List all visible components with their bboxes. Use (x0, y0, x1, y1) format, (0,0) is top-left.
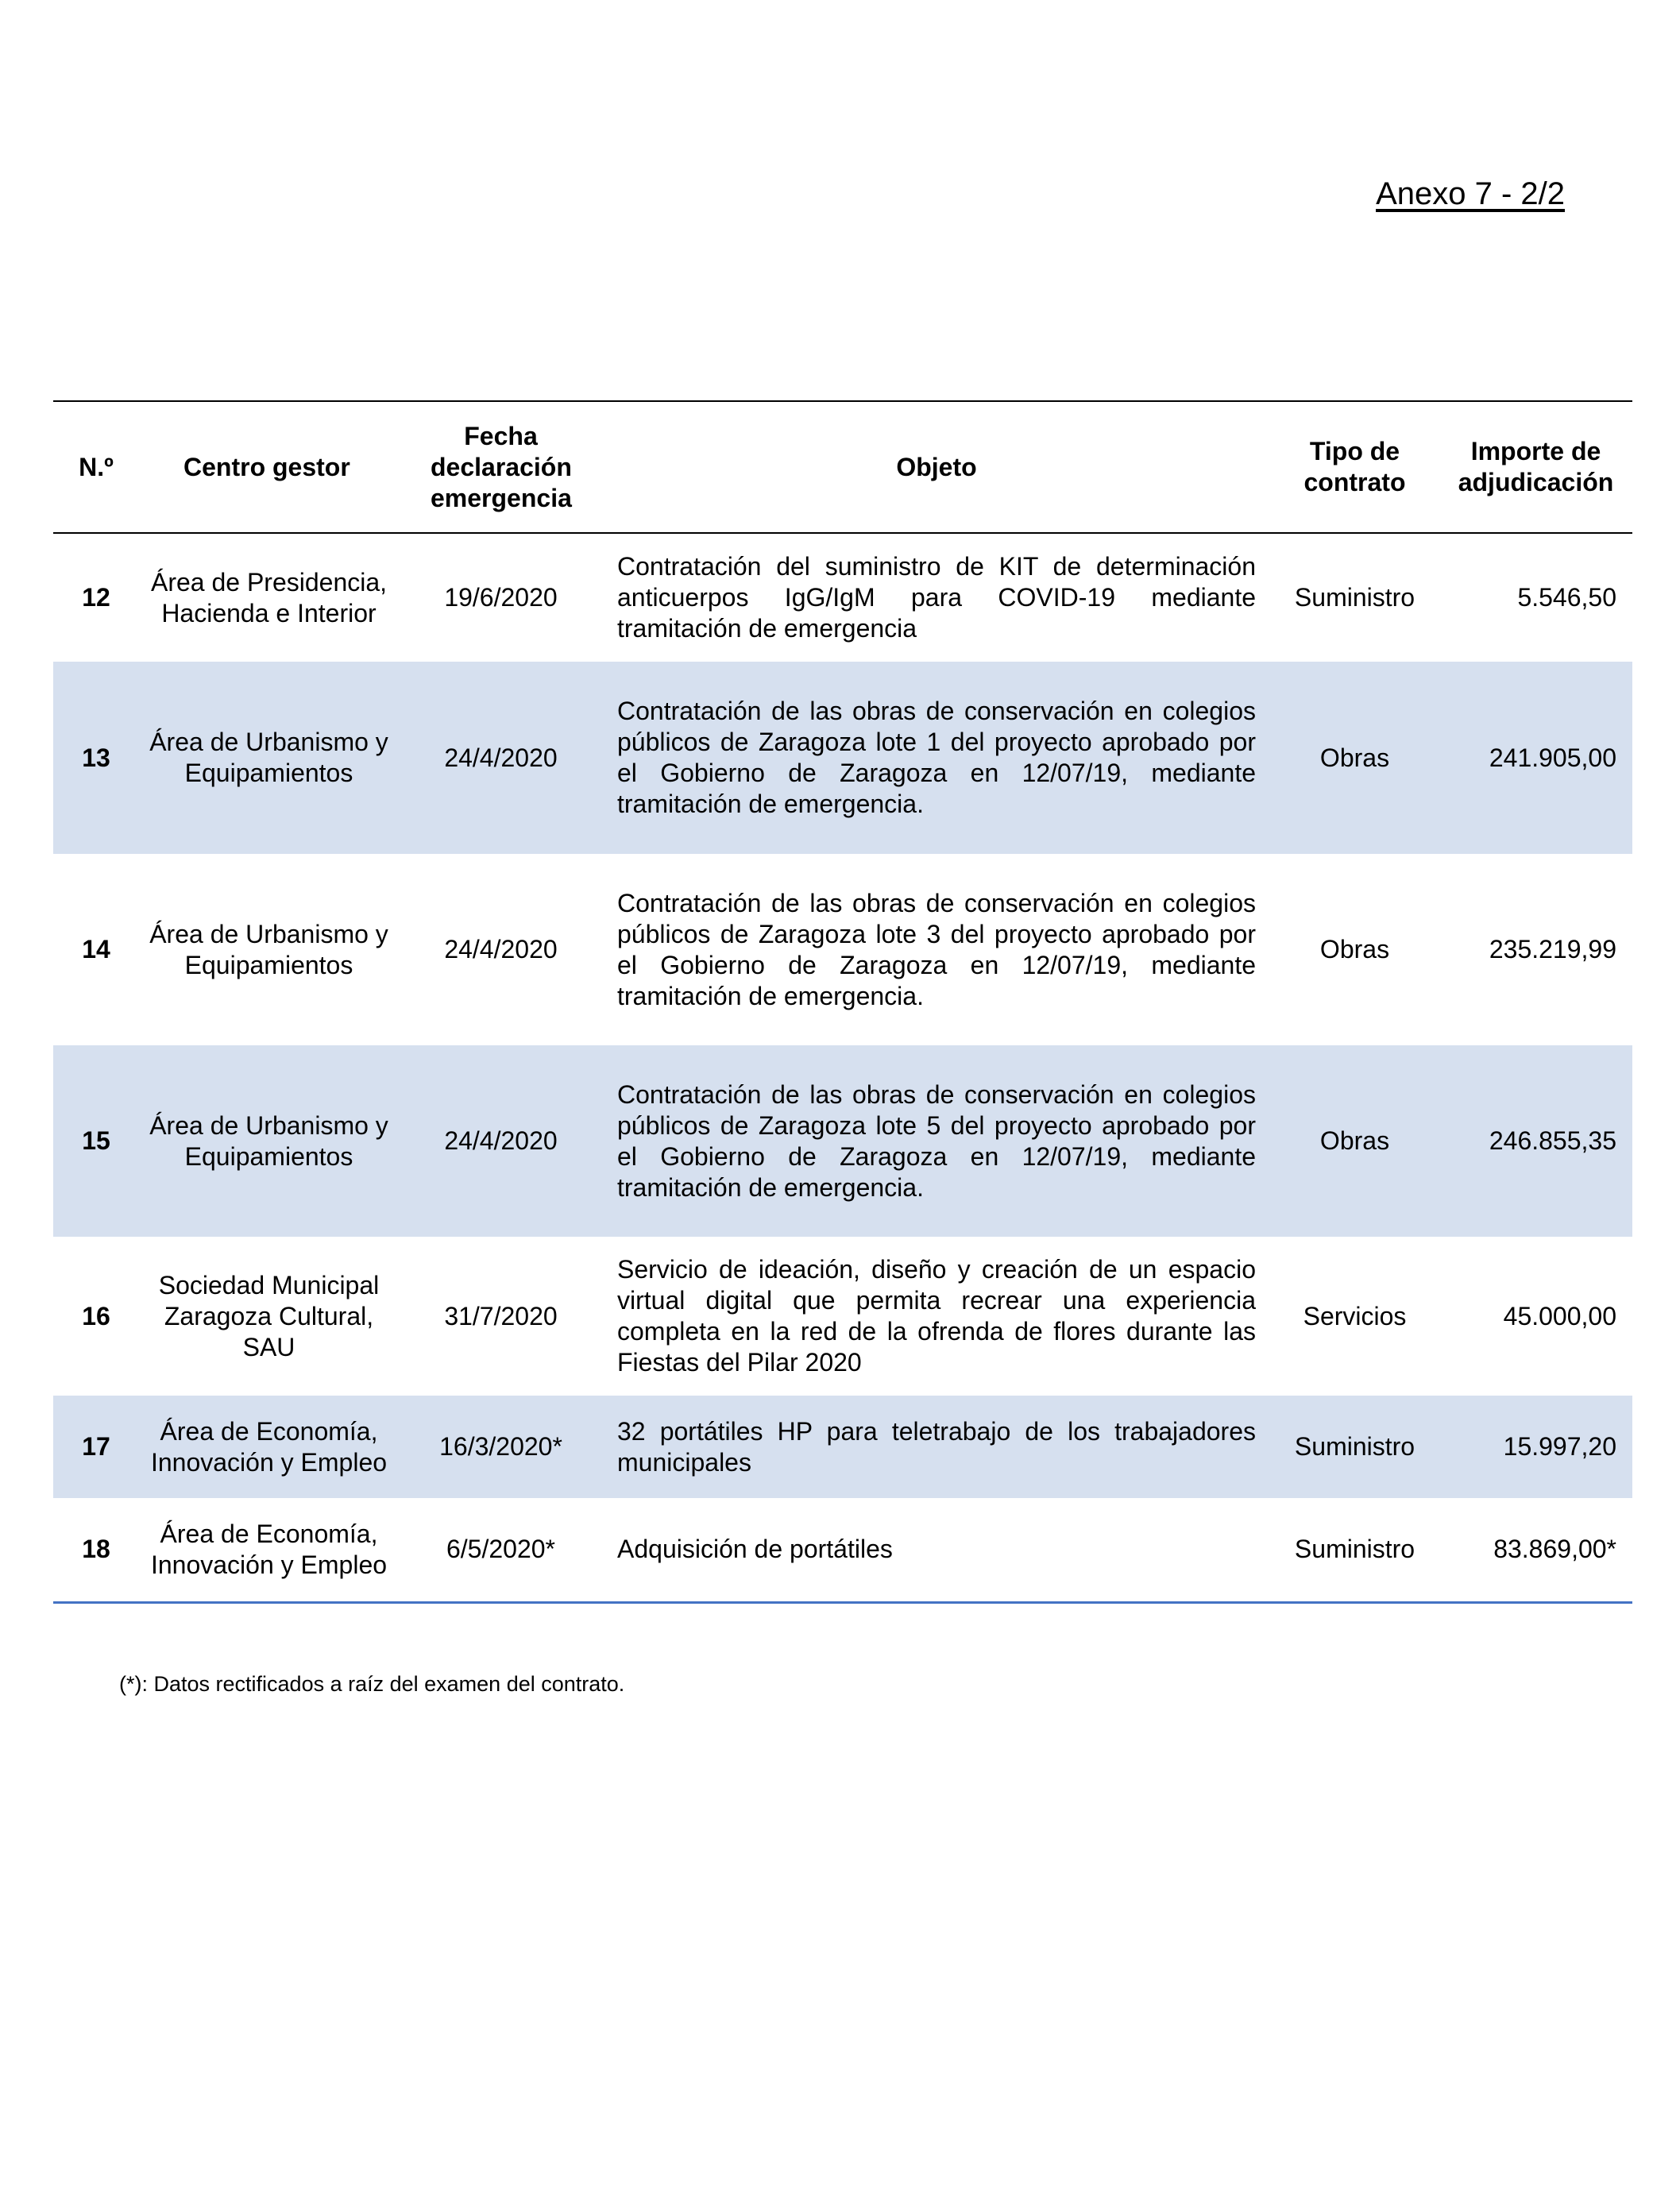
cell-objeto: Contratación de las obras de conservación en colegios públicos de Zaragoza lote 1 del proyecto aprobado por el Gobierno de Zaragoza en 12/07/19, mediante tramitación de emergencia. (603, 662, 1270, 854)
cell-fecha: 31/7/2020 (444, 1301, 558, 1330)
cell-importe: 241.905,00 (1439, 662, 1632, 854)
cell-tipo: Suministro (1294, 583, 1415, 612)
cell-tipo: Servicios (1303, 1301, 1407, 1330)
cell-tipo: Suministro (1270, 1396, 1439, 1498)
cell-fecha: 19/6/2020 (444, 583, 558, 612)
cell-tipo: Obras (1319, 935, 1390, 963)
col-header-num: N.º (53, 401, 139, 533)
cell-importe: 235.219,99 (1489, 935, 1616, 963)
cell-tipo: Obras (1270, 662, 1439, 854)
col-header-objeto: Objeto (603, 401, 1270, 533)
cell-centro: Área de Economía, Innovación y Empleo (139, 1396, 399, 1498)
col-header-fecha: Fecha declaración emergencia (399, 401, 603, 533)
cell-centro: Área de Urbanismo y Equipamientos (149, 919, 388, 979)
table-row (53, 1237, 1632, 1396)
cell-objeto: Contratación del suministro de KIT de determinación anticuerpos IgG/IgM para COVID-19 mediante tramitación de emergencia (617, 552, 1256, 643)
cell-objeto: Contratación de las obras de conservación en colegios públicos de Zaragoza lote 3 del proyecto aprobado por el Gobierno de Zaragoza en 12/07/19, mediante tramitación de emergencia. (617, 888, 1256, 1010)
table-row (53, 662, 1632, 854)
table-row (53, 854, 1632, 1045)
cell-fecha: 16/3/2020* (399, 1396, 603, 1498)
cell-centro: Sociedad Municipal Zaragoza Cultural, SAU (158, 1270, 380, 1361)
cell-objeto: Adquisición de portátiles (603, 1498, 1270, 1602)
cell-centro: Área de Presidencia, Hacienda e Interior (150, 567, 388, 628)
cell-importe: 83.869,00* (1439, 1498, 1632, 1602)
footnote: (*): Datos rectificados a raíz del examen del contrato. (119, 1672, 625, 1696)
cell-importe: 45.000,00 (1503, 1301, 1616, 1330)
table-row (53, 533, 1632, 662)
cell-objeto: 32 portátiles HP para teletrabajo de los trabajadores municipales (603, 1396, 1270, 1498)
cell-num: 16 (82, 1301, 110, 1330)
cell-tipo: Obras (1270, 1045, 1439, 1237)
table-header-row (53, 401, 1632, 533)
cell-tipo: Suministro (1270, 1498, 1439, 1602)
contracts-table (53, 400, 1632, 1604)
cell-num: 15 (53, 1045, 139, 1237)
cell-num: 17 (53, 1396, 139, 1498)
cell-num: 18 (53, 1498, 139, 1602)
col-header-importe: Importe de adjudicación (1439, 401, 1632, 533)
cell-importe: 5.546,50 (1517, 583, 1616, 612)
cell-importe: 246.855,35 (1439, 1045, 1632, 1237)
cell-importe: 15.997,20 (1439, 1396, 1632, 1498)
cell-centro: Área de Urbanismo y Equipamientos (139, 662, 399, 854)
cell-centro: Área de Economía, Innovación y Empleo (139, 1498, 399, 1602)
table-row (53, 1396, 1632, 1498)
col-header-centro: Centro gestor (139, 401, 399, 533)
cell-num: 14 (82, 935, 110, 963)
cell-objeto: Servicio de ideación, diseño y creación de un espacio virtual digital que permita recrear una experiencia completa en la red de la ofrenda de flores durante las Fiestas del Pilar 2020 (617, 1255, 1256, 1377)
cell-num: 13 (53, 662, 139, 854)
annex-title: Anexo 7 - 2/2 (1376, 176, 1565, 211)
cell-fecha: 24/4/2020 (399, 1045, 603, 1237)
cell-num: 12 (82, 583, 110, 612)
cell-fecha: 6/5/2020* (399, 1498, 603, 1602)
col-header-tipo: Tipo de contrato (1270, 401, 1439, 533)
cell-fecha: 24/4/2020 (399, 662, 603, 854)
cell-fecha: 24/4/2020 (444, 935, 558, 963)
cell-objeto: Contratación de las obras de conservación en colegios públicos de Zaragoza lote 5 del proyecto aprobado por el Gobierno de Zaragoza en 12/07/19, mediante tramitación de emergencia. (603, 1045, 1270, 1237)
table-row (53, 1045, 1632, 1237)
table-row (53, 1498, 1632, 1602)
cell-centro: Área de Urbanismo y Equipamientos (139, 1045, 399, 1237)
